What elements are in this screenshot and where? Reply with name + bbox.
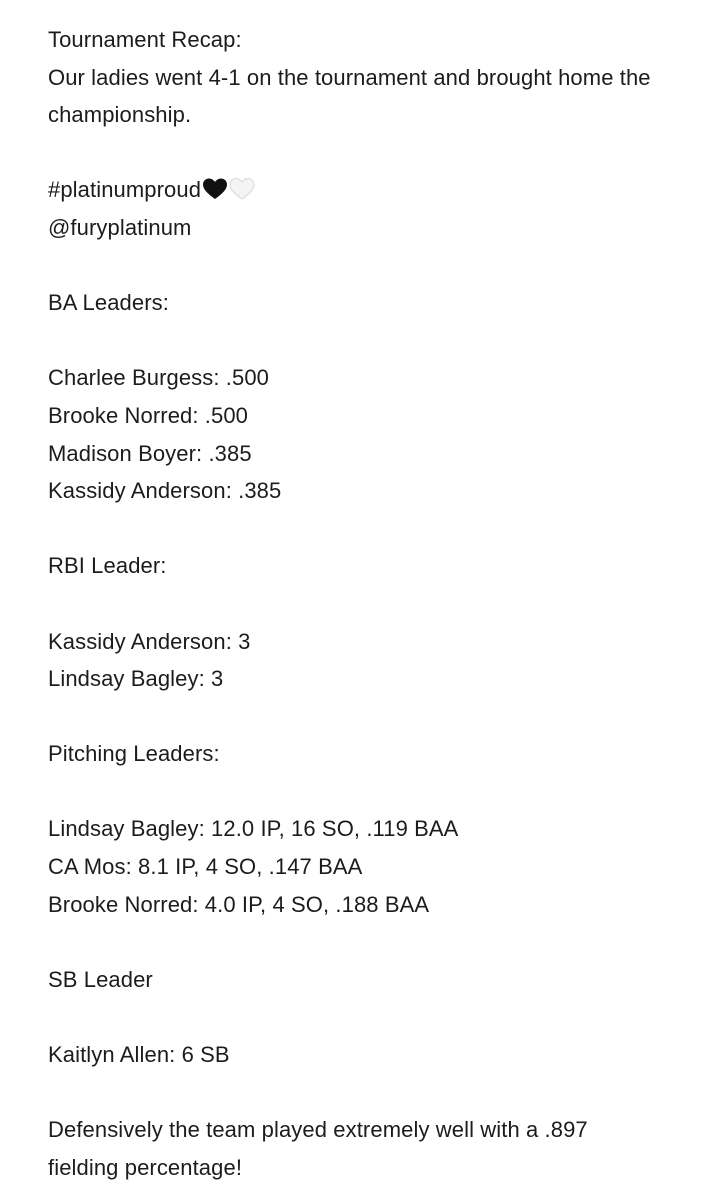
hashtag[interactable]: #platinumproud (48, 177, 202, 203)
sb-heading: SB Leader (48, 966, 153, 992)
spacer (48, 998, 688, 1036)
recap-note (48, 21, 688, 1186)
spacer (48, 1074, 688, 1112)
mention[interactable]: @furyplatinum (48, 214, 192, 240)
spacer (48, 773, 688, 811)
ba-item: Brooke Norred: .500 (48, 402, 249, 428)
spacer (48, 585, 688, 623)
ba-item: Madison Boyer: .385 (48, 440, 252, 466)
spacer (48, 698, 688, 736)
hashtag-line (48, 171, 688, 209)
recap-intro: Our ladies went 4-1 on the tournament and brought home the championship. (48, 64, 651, 128)
recap-title: Tournament Recap: (48, 27, 242, 52)
ba-heading: BA Leaders: (48, 290, 169, 316)
defense-text: Defensively the team played extremely well with a .897 fielding percentage! (48, 1117, 588, 1180)
ba-item: Kassidy Anderson: .385 (48, 478, 282, 504)
spacer (48, 510, 688, 548)
spacer (48, 923, 688, 961)
pitching-item: CA Mos: 8.1 IP, 4 SO, .147 BAA (48, 854, 363, 880)
white-heart-icon (229, 177, 255, 201)
spacer (48, 134, 688, 172)
pitching-item: Lindsay Bagley: 12.0 IP, 16 SO, .119 BAA (48, 816, 459, 842)
pitching-item: Brooke Norred: 4.0 IP, 4 SO, .188 BAA (48, 891, 430, 917)
sb-item: Kaitlyn Allen: 6 SB (48, 1042, 230, 1068)
rbi-heading: RBI Leader: (48, 553, 167, 579)
spacer (48, 247, 688, 285)
pitching-heading: Pitching Leaders: (48, 741, 220, 767)
ba-item: Charlee Burgess: .500 (48, 365, 270, 391)
rbi-item: Lindsay Bagley: 3 (48, 666, 224, 692)
black-heart-icon (202, 177, 228, 201)
spacer (48, 322, 688, 360)
rbi-item: Kassidy Anderson: 3 (48, 628, 251, 654)
